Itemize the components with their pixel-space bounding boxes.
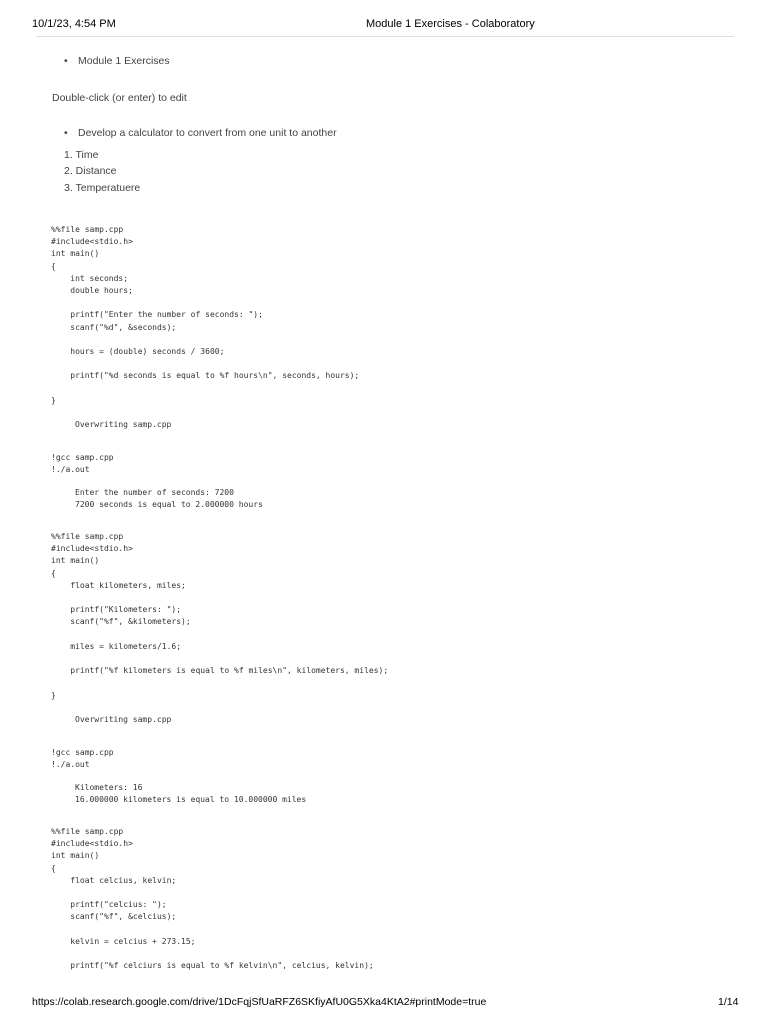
output-distance-run: Kilometers: 16 16.000000 kilometers is equal to 10.000000 miles [75, 783, 307, 805]
heading-bullet-text: Module 1 Exercises [78, 55, 170, 67]
code-cell-time[interactable]: %%file samp.cpp #include<stdio.h> int main() { int seconds; double hours; printf("Enter the number of seconds: "); scanf("%d", &seconds); hours = (double) seconds / 3600; printf("%d seconds is equal to %f hours\n", seconds, hours); } [51, 225, 360, 405]
code-cell-temperature[interactable]: %%file samp.cpp #include<stdio.h> int main() { float celcius, kelvin; printf("celcius: "); scanf("%f", &celcius); kelvin = celcius + 273.15; printf("%f celciurs is equal to %f kelvin\n", celcius, kelvin); [51, 827, 374, 971]
list-item-distance: 2. Distance [64, 165, 117, 177]
page-number: 1/14 [718, 996, 739, 1008]
output-time-write: Overwriting samp.cpp [75, 420, 172, 429]
edit-hint[interactable]: Double-click (or enter) to edit [52, 92, 187, 104]
header-divider [36, 36, 734, 37]
code-cell-run-time[interactable]: !gcc samp.cpp !./a.out [51, 453, 114, 475]
output-distance-write: Overwriting samp.cpp [75, 715, 172, 724]
task-bullet-text: Develop a calculator to convert from one unit to another [78, 127, 337, 139]
output-time-run: Enter the number of seconds: 7200 7200 seconds is equal to 2.000000 hours [75, 488, 263, 510]
page-url: https://colab.research.google.com/drive/1DcFqjSfUaRFZ6SKfiyAfU0G5Xka4KtA2#printMode=true [32, 996, 487, 1008]
task-bullet[interactable] [64, 127, 337, 139]
bullet-icon: • [64, 55, 68, 67]
heading-bullet[interactable] [64, 55, 170, 67]
page-title: Module 1 Exercises - Colaboratory [366, 18, 535, 30]
list-item-temperature: 3. Temperatuere [64, 182, 141, 194]
code-cell-distance[interactable]: %%file samp.cpp #include<stdio.h> int main() { float kilometers, miles; printf("Kilometers: "); scanf("%f", &kilometers); miles = kilometers/1.6; printf("%f kilometers is equal to %f miles\n", kilometers, miles); } [51, 532, 389, 700]
list-item-time: 1. Time [64, 149, 99, 161]
print-datetime: 10/1/23, 4:54 PM [32, 18, 116, 30]
code-cell-run-distance[interactable]: !gcc samp.cpp !./a.out [51, 748, 114, 770]
bullet-icon: • [64, 127, 68, 139]
